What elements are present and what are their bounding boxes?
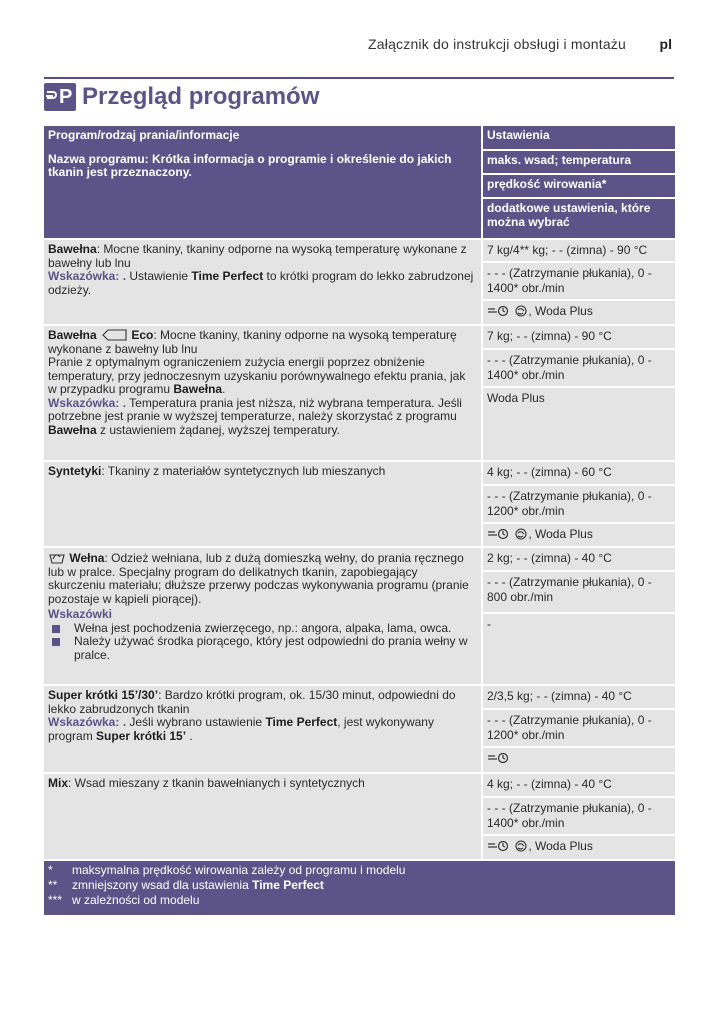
header-rule xyxy=(44,77,674,79)
hint-text: Jeśli wybrano ustawienie xyxy=(126,715,266,729)
table-header-left xyxy=(44,126,481,238)
program-super-krotki xyxy=(44,686,481,772)
setting-spin: - - - (Zatrzymanie płukania), 0 - 1400* obr./min xyxy=(483,350,675,386)
header-col-settings: Ustawienia xyxy=(483,126,675,149)
page-title: Przegląd programów xyxy=(82,83,320,110)
program-desc: : Bardzo krótki program, ok. 15/30 minut, odpowiedni do lekko zabrudzonych tkanin xyxy=(48,688,456,716)
hint-text: z ustawieniem żądanej, wyższej temperatury. xyxy=(96,422,340,437)
setting-extra: Woda Plus xyxy=(483,388,675,460)
program-name: Mix xyxy=(48,776,69,790)
footnote-bold: Time Perfect xyxy=(252,878,324,892)
hint-bullet xyxy=(48,622,477,636)
setting-load-temp: 4 kg; - - (zimna) - 40 °C xyxy=(483,774,675,796)
setting-extra: - xyxy=(483,614,675,684)
pictogram-p-icon: P xyxy=(44,83,76,111)
time-perfect-icon xyxy=(487,528,511,540)
setting-extra-text: , Woda Plus xyxy=(528,304,593,318)
program-name: Bawełna xyxy=(48,328,97,342)
setting-spin: - - - (Zatrzymanie płukania), 0 - 1400* obr./min xyxy=(483,263,675,299)
footnote-text: maksymalna prędkość wirowania zależy od programu i modelu xyxy=(72,863,406,877)
footnotes xyxy=(44,861,675,915)
footnote-text: zmniejszony wsad dla ustawienia xyxy=(72,878,253,892)
program-desc: : Wsad mieszany z tkanin bawełnianych i syntetycznych xyxy=(68,776,365,790)
setting-load-temp: 7 kg; - - (zimna) - 90 °C xyxy=(483,326,675,348)
header-col-spin: prędkość wirowania* xyxy=(483,175,675,197)
program-mix xyxy=(44,774,481,859)
footnote-text: w zależności od modelu xyxy=(72,893,200,907)
program-desc-end: . xyxy=(222,382,226,396)
setting-spin: - - - (Zatrzymanie płukania), 0 - 1400* obr./min xyxy=(483,798,675,834)
program-name: Wełna xyxy=(69,551,105,565)
hint-text: Ustawienie xyxy=(126,269,192,283)
program-desc: : Mocne tkaniny, tkaniny odporne na wysoką temperaturę wykonane z bawełny lub lnu xyxy=(48,242,467,270)
stain-icon xyxy=(514,528,528,540)
setting-load-temp: 4 kg; - - (zimna) - 60 °C xyxy=(483,462,675,484)
header-col-extra: dodatkowe ustawienia, które można wybrać xyxy=(483,199,675,238)
hand-wash-icon xyxy=(48,551,66,564)
hint-label: Wskazówka: . xyxy=(48,715,127,729)
program-desc-2: Pranie z optymalnym ograniczeniem zużycia energii poprzez obniżenie temperatury, przy jednoczesnym uzyskaniu porównywalnego efektu prania, jak w przypadku programu xyxy=(48,355,466,396)
footnote-mark: *** xyxy=(48,893,63,907)
time-perfect-icon xyxy=(487,840,511,852)
hint-bold: Bawełna xyxy=(48,422,97,437)
setting-extra xyxy=(483,301,675,324)
program-bawelna xyxy=(44,240,481,324)
hint-text: , jest wykonywany program xyxy=(48,715,434,743)
stain-icon xyxy=(514,305,528,317)
language-code: pl xyxy=(659,36,672,52)
hint-label: Wskazówka: . xyxy=(48,395,127,410)
stain-icon xyxy=(514,840,528,852)
program-desc: : Tkaniny z materiałów syntetycznych lub mieszanych xyxy=(101,464,386,478)
setting-spin: - - - (Zatrzymanie płukania), 0 - 1200* obr./min xyxy=(483,486,675,522)
bullet-text: Należy używać środka piorącego, który jest odpowiedni do prania wełny w pralce. xyxy=(74,634,468,662)
program-name: Syntetyki xyxy=(48,464,102,478)
header-title: Załącznik do instrukcji obsługi i montażu xyxy=(368,36,626,52)
time-perfect-icon xyxy=(487,752,511,764)
hint-text: . xyxy=(186,728,193,743)
page-header xyxy=(0,36,722,56)
setting-extra xyxy=(483,524,675,546)
setting-extra-text: , Woda Plus xyxy=(528,839,593,853)
setting-spin: - - - (Zatrzymanie płukania), 0 - 1200* obr./min xyxy=(483,710,675,746)
setting-extra xyxy=(483,836,675,859)
program-welna xyxy=(44,548,481,684)
hint-bold: Super krótki 15’ xyxy=(96,728,187,743)
bullet-text: Wełna jest pochodzenia zwierzęcego, np.: angora, alpaka, lama, owca. xyxy=(74,620,452,635)
hint-bold: Time Perfect xyxy=(265,715,338,729)
hint-text: to krótki program do lekko zabrudzonej odzieży. xyxy=(48,269,474,297)
setting-extra xyxy=(483,748,675,772)
program-name: Super krótki 15’/30’ xyxy=(48,688,159,702)
header-col-desc: Nazwa programu: Krótka informacja o programie i określenie do jakich tkanin jest przeznaczony. xyxy=(48,151,452,179)
footnote-mark: ** xyxy=(48,878,58,892)
program-desc: : Odzież wełniana, lub z dużą domieszką wełny, do prania ręcznego lub w pralce. Specjalny program do delikatnych tkanin, zapobiegający skurczeniu materiału; dłuższe przerwy podczas wykonywania programu (pranie pozostaje w kąpieli piorącej). xyxy=(48,551,469,606)
setting-spin: - - - (Zatrzymanie płukania), 0 - 800 obr./min xyxy=(483,572,675,612)
eco-outline-icon xyxy=(100,329,128,341)
hint-bold: Time Perfect xyxy=(191,269,264,283)
hint-text: Temperatura prania jest niższa, niż wybrana temperatura. Jeśli potrzebne jest pranie w wyższej temperaturze, należy skorzystać z programu xyxy=(48,395,462,423)
setting-load-temp: 2/3,5 kg; - - (zimna) - 40 °C xyxy=(483,686,675,708)
program-eco-label: Eco xyxy=(131,328,154,342)
hint-bullet xyxy=(48,635,477,662)
hint-label: Wskazówka: . xyxy=(48,269,127,283)
header-col-load-temp: maks. wsad; temperatura xyxy=(483,151,675,173)
hint-label: Wskazówki xyxy=(48,607,113,621)
header-col-program: Program/rodzaj prania/informacje xyxy=(48,128,240,142)
setting-load-temp: 7 kg/4** kg; - - (zimna) - 90 °C xyxy=(483,240,675,261)
program-desc: : Mocne tkaniny, tkaniny odporne na wysoką temperaturę wykonane z bawełny lub lnu xyxy=(48,328,457,356)
section-title xyxy=(44,82,319,112)
setting-extra-text: , Woda Plus xyxy=(528,527,593,541)
footnote-mark: * xyxy=(48,863,53,877)
setting-load-temp: 2 kg; - - (zimna) - 40 °C xyxy=(483,548,675,570)
program-ref: Bawełna xyxy=(173,382,223,396)
time-perfect-icon xyxy=(487,305,511,317)
program-syntetyki xyxy=(44,462,481,546)
program-name: Bawełna xyxy=(48,242,97,256)
program-bawelna-eco xyxy=(44,326,481,460)
